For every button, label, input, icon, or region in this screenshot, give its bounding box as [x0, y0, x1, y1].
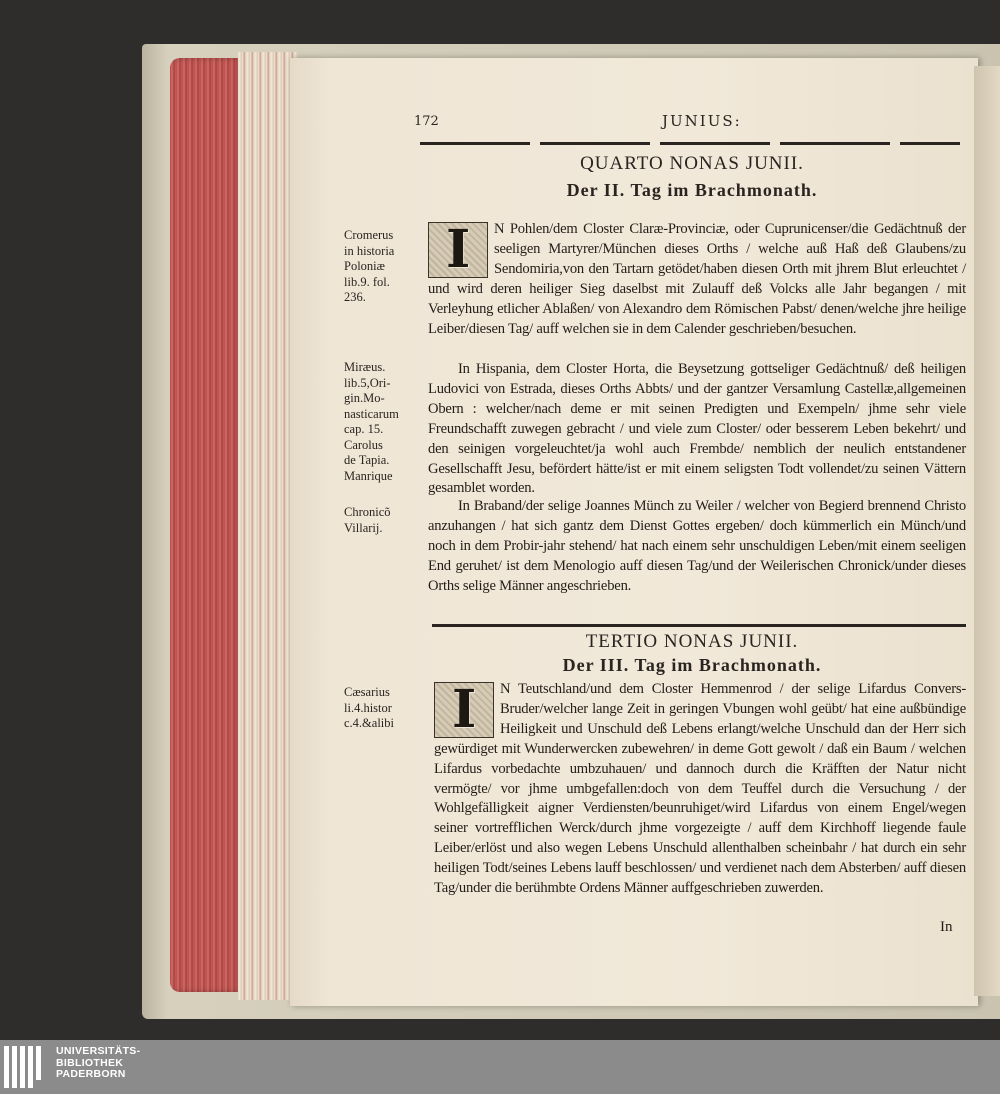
section-1-paragraph-3: In Braband/der selige Joannes Münch zu Weiler / welcher von Begierd brennend Christo anzuhangen / hat sich gantz dem Dienst Gottes ergeben/ doch kümmerlich ein Münch/und noch in dem Probir-jahr stehend/ hat nach einem sehr unschuldigen Leben/mit einem seeligen End geruhet/ ist dem Menologio auff diesen Tag/und der Weilerischen Chronick/under dieses Orths selige Männer angeschrieben. [428, 498, 966, 594]
section-rule [432, 624, 966, 627]
library-logo-icon [4, 1046, 48, 1088]
paragraph-text: N Pohlen/dem Closter Claræ-Provinciæ, oder Cuprunicenser/die Gedächtnuß der seeligen Martyrer/München dieses Orths / welche auß Haß deß Glaubens/zu Sendomiria,von den Tartarn getödet/haben diesen Orth mit jhrem Blut erleuchtet / und wird deren heiliger Sieg daselbst mit Zulauff deß Volcks alle Jahr begangen / mit Verleyhung etlicher Ablaßen/ von Alexandro dem Römischen Pabst/ denen/welche jhre heilige Leiber/diesen Tag/ auff welchen sie in dem Calender geschrieben/besuchen. [428, 221, 966, 337]
section-2-paragraph-1 [434, 680, 966, 899]
initial-letter: I [445, 219, 471, 281]
library-name-line: UNIVERSITÄTS- [56, 1045, 141, 1057]
section-1-german-title: Der II. Tag im Brachmonath. [566, 180, 818, 200]
page-number: 172 [414, 114, 439, 129]
paragraph-text: N Teutschland/und dem Closter Hemmenrod / der selige Lifardus Convers-Bruder/welcher lange Zeit in geringen Vbungen wohl geübt/ hat eine außbündige Heiligkeit und Unschuld deß Lebens erlangt/welche Unschuld dan der Herr sich gewürdiget mit Wunderwercken zubewehren/ in deme Gott gewolt / daß ein Baum / welchen Lifardus vorbedachte umbzuhauen/ und dannoch durch die Kräfften der Natur nicht vermögte/ vor jhme umbgefallen:doch von dem Teuffel durch die Versuchung / der Wohlgefälligkeit aigner Verdiensten/beunruhiget/wird Lifardus von einem Engel/wegen seiner vortrefflichen Werck/durch jhme vorgezeigte / auff dem Kirchhoff liegende faule Leiber/erlöst und also wegen Lebens Unschuld allenthalben scheinbahr / hat durch ein sehr heiligen Todt/seines Lebens lauff beschlossen/ und verdienet nach dem Absterben/ auff diesen Tag/under die berühmbte Ordens Männer auffgeschrieben zuwerden. [434, 681, 966, 897]
section-1-paragraph-2: In Hispania, dem Closter Horta, die Beysetzung gottseliger Gedächtnuß/ deß heiligen Ludovici von Estrada, dieses Orths Abbts/ und der gantzer Versamlung Castellæ,allgemeinen Obern : welcher/nach deme er mit seinen Predigten und Exempeln/ jhme sehr viele Freundschafft zuwegen gebracht / und viele zum Closter/ oder besserem Leben bekehrt/ und den seinigen vorgeleuchtet/ja wohl auch Frembde/ nemblich der neulich entstandener Gesellschafft Jesu, befördert hätte/ist er mit einem seligsten Todt vollendet/zu seinen Vättern gesamblet worden. [428, 361, 966, 497]
page-stack-edges [238, 52, 298, 1000]
decorated-initial [434, 679, 494, 741]
section-1-paragraph-1 [428, 220, 966, 339]
red-page-edges [170, 58, 242, 992]
facing-page-edge [974, 66, 1000, 996]
library-name [56, 1046, 140, 1081]
section-2-latin-title: TERTIO NONAS JUNII. [585, 631, 799, 652]
running-head [414, 112, 964, 134]
decorated-initial [428, 219, 488, 281]
section-2-german-title: Der III. Tag im Brachmonath. [562, 655, 822, 675]
margin-note: Cæsarius li.4.histor c.4.&alibi [344, 685, 394, 730]
margin-note: Chronicõ Villarij. [344, 505, 391, 535]
library-name-line: BIBLIOTHEK [56, 1056, 124, 1069]
library-name-line: PADERBORN [56, 1068, 126, 1080]
head-rule [420, 142, 960, 145]
margin-note: Cromerus in historia Poloniæ lib.9. fol. 236. [344, 228, 395, 304]
library-footer [0, 1040, 1000, 1094]
section-1-latin-title: QUARTO NONAS JUNII. [580, 153, 804, 174]
initial-letter: I [451, 679, 477, 741]
catchword: In [940, 919, 953, 935]
running-title: JUNIUS: [662, 112, 742, 130]
margin-note: Miræus. lib.5,Ori- gin.Mo- nasticarum cap. 15. Carolus de Tapia. Manrique [344, 360, 399, 483]
